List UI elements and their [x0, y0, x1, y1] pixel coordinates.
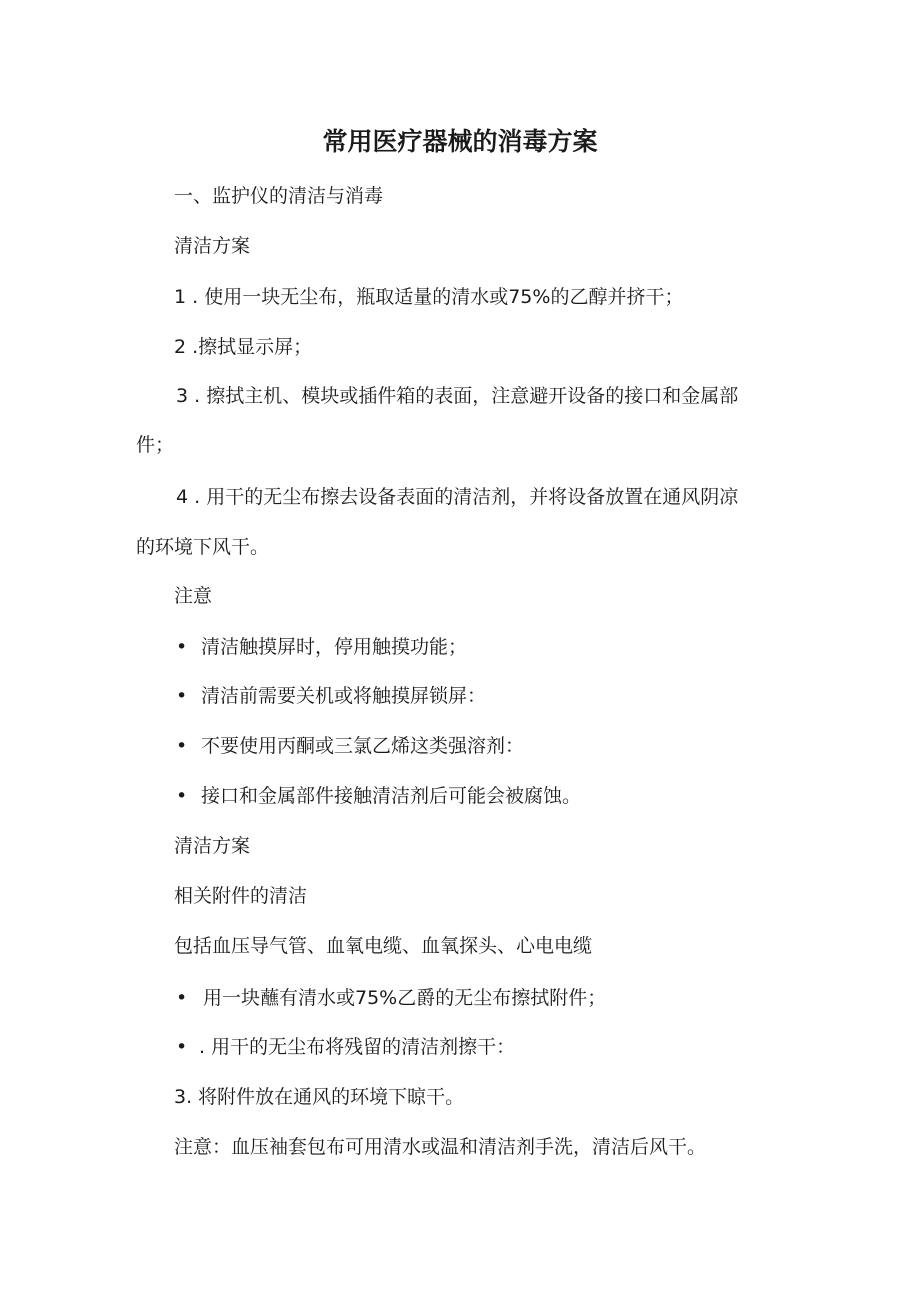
accessories-list: 包括血压导气管、血氧电缆、血氧探头、心电电缆 [174, 935, 593, 957]
step-3-continued: 件； [136, 434, 175, 456]
step-4: 4 . 用干的无尘布擦去设备表面的清洁剂，并将设备放置在通风阴凉 [176, 486, 739, 508]
bullet-icon: • [176, 1036, 188, 1058]
accessory-step: 用一块蘸有清水或75%乙爵的无尘布擦拭附件； [203, 987, 607, 1009]
cleaning-plan-label: 清洁方案 [174, 235, 251, 257]
bullet-icon: • [176, 685, 188, 707]
section-heading: 一、监护仪的清洁与消毒 [174, 185, 384, 207]
bullet-icon: • [176, 636, 188, 658]
notice-item: 清洁前需要关机或将触摸屏锁屏： [201, 685, 487, 707]
accessory-step: . 用干的无尘布将残留的清洁剂擦干： [199, 1036, 516, 1058]
notice-label: 注意 [174, 585, 213, 607]
step-2: 2 .擦拭显示屏； [174, 336, 313, 358]
step-3: 3 . 擦拭主机、模块或插件箱的表面，注意避开设备的接口和金属部 [176, 385, 739, 407]
final-note: 注意：血压袖套包布可用清水或温和清洁剂手洗，清洁后风干。 [174, 1136, 707, 1158]
step-1: 1 . 使用一块无尘布，瓶取适量的清水或75%的乙醇并挤干； [174, 286, 684, 308]
bullet-icon: • [176, 785, 188, 807]
accessories-heading: 相关附件的清洁 [174, 885, 308, 907]
notice-item: 清洁触摸屏时，停用触摸功能； [201, 636, 468, 658]
notice-item: 接口和金属部件接触清洁剂后可能会被腐蚀。 [201, 785, 582, 807]
notice-item: 不要使用丙酮或三氯乙烯这类强溶剂： [201, 735, 525, 757]
document-title: 常用医疗器械的消毒方案 [322, 127, 598, 156]
bullet-icon: • [176, 987, 188, 1009]
step-4-continued: 的环境下风干。 [136, 536, 270, 558]
accessory-step-3: 3. 将附件放在通风的环境下晾干。 [174, 1086, 465, 1108]
bullet-icon: • [176, 735, 188, 757]
cleaning-plan-label-2: 清洁方案 [174, 835, 251, 857]
